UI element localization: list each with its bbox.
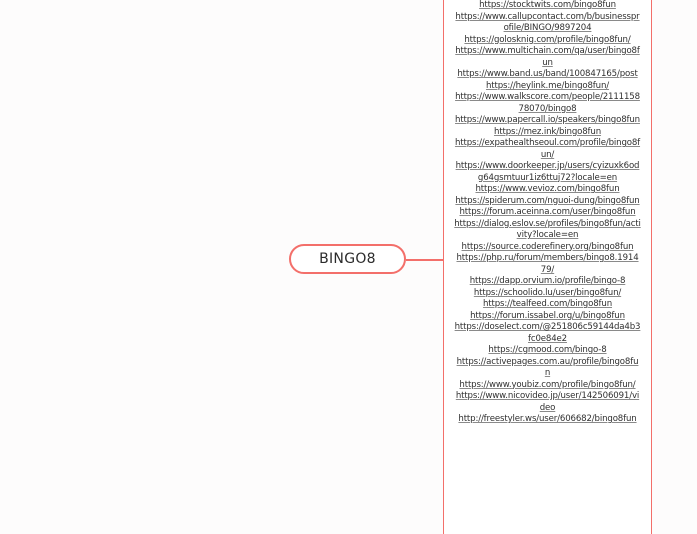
link-item[interactable]: https://www.papercall.io/speakers/bingo8fun xyxy=(455,115,640,125)
links-subtopic-node[interactable] xyxy=(443,0,652,534)
link-item[interactable]: https://tealfeed.com/bingo8fun xyxy=(482,299,613,309)
link-item[interactable]: https://www.nicovideo.jp/user/142506091/video xyxy=(455,391,640,413)
link-item[interactable]: https://forum.aceinna.com/user/bingo8fun xyxy=(459,207,636,217)
link-item[interactable]: https://dialog.eslov.se/profiles/bingo8fun/activity?locale=en xyxy=(454,218,641,240)
link-item[interactable]: https://www.youbiz.com/profile/bingo8fun/ xyxy=(459,379,636,390)
link-item[interactable]: http://freestyler.ws/user/606682/bingo8fun xyxy=(458,414,637,424)
link-item[interactable]: https://www.multichain.com/qa/user/bingo8fun xyxy=(455,46,640,68)
link-item[interactable]: https://spiderum.com/nguoi-dung/bingo8fun xyxy=(455,195,640,206)
link-item[interactable]: https://www.band.us/band/100847165/post xyxy=(457,69,638,79)
link-item[interactable]: https://forum.issabel.org/u/bingo8fun xyxy=(470,310,625,321)
link-item[interactable]: https://golosknig.com/profile/bingo8fun/ xyxy=(464,34,631,45)
root-topic-node[interactable] xyxy=(289,244,406,274)
link-item[interactable]: https://schoolido.lu/user/bingo8fun/ xyxy=(473,287,622,298)
root-topic-label: BINGO8 xyxy=(319,251,376,267)
link-item[interactable]: https://mez.ink/bingo8fun xyxy=(493,126,602,137)
link-item[interactable]: https://php.ru/forum/members/bingo8.191479/ xyxy=(456,253,639,275)
link-item[interactable]: https://www.callupcontact.com/b/businessprofile/BINGO/9897204 xyxy=(455,11,640,33)
link-item[interactable]: https://www.vevioz.com/bingo8fun xyxy=(475,184,620,194)
link-item[interactable]: https://stocktwits.com/bingo8fun xyxy=(479,0,616,10)
link-item[interactable]: https://cgmood.com/bingo-8 xyxy=(488,345,607,355)
link-item[interactable]: https://dapp.orvium.io/profile/bingo-8 xyxy=(469,276,626,286)
link-item[interactable]: https://activepages.com.au/profile/bingo8fun xyxy=(456,356,639,378)
link-item[interactable]: https://www.doorkeeper.jp/users/cyizuxk6odg64gsmtuur1iz6ttuj72?locale=en xyxy=(455,161,640,183)
link-item[interactable]: https://doselect.com/@251806c59144da4b3fc0e84e2 xyxy=(454,322,641,344)
link-item[interactable]: https://source.coderefinery.org/bingo8fun xyxy=(461,241,634,252)
link-list xyxy=(454,0,641,426)
link-item[interactable]: https://www.walkscore.com/people/211115878070/bingo8 xyxy=(455,92,640,114)
link-item[interactable]: https://heylink.me/bingo8fun/ xyxy=(485,80,610,91)
link-item[interactable]: https://expathealthseoul.com/profile/bingo8fun/ xyxy=(454,138,641,160)
branch-connector-line xyxy=(406,259,443,261)
